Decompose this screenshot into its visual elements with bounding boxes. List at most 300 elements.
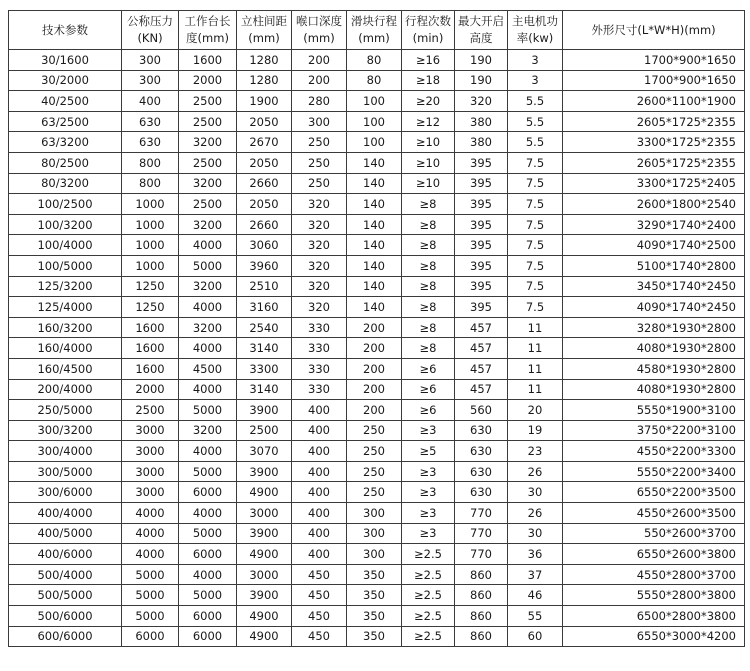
table-cell: 450 — [292, 606, 347, 627]
table-cell: 4000 — [122, 544, 179, 565]
table-cell: 200 — [347, 317, 402, 338]
table-cell: 250 — [347, 420, 402, 441]
table-cell: 63/2500 — [9, 111, 122, 132]
table-cell: 140 — [347, 214, 402, 235]
table-cell: 250 — [347, 482, 402, 503]
table-cell: 457 — [455, 379, 508, 400]
header-stroke-rate-line: 行程次数 — [405, 14, 451, 28]
table-cell: 600/6000 — [9, 626, 122, 647]
table-cell: 3900 — [237, 461, 292, 482]
table-cell: 1250 — [122, 276, 179, 297]
table-cell: 100 — [347, 91, 402, 112]
table-cell: 395 — [455, 152, 508, 173]
table-cell: 3300 — [237, 358, 292, 379]
table-row — [9, 482, 745, 503]
table-cell: 1000 — [122, 214, 179, 235]
table-cell: 200 — [347, 358, 402, 379]
table-cell: 11 — [508, 338, 563, 359]
table-cell: 5000 — [122, 585, 179, 606]
table-cell: 2050 — [237, 111, 292, 132]
table-cell: ≥8 — [402, 194, 455, 215]
table-row — [9, 50, 745, 71]
table-cell: 560 — [455, 400, 508, 421]
table-cell: 140 — [347, 235, 402, 256]
table-cell: 3450*1740*2450 — [563, 276, 745, 297]
table-cell: 2000 — [122, 379, 179, 400]
table-cell: 450 — [292, 564, 347, 585]
table-cell: 630 — [122, 132, 179, 153]
table-cell: 500/4000 — [9, 564, 122, 585]
header-stroke-rate-line: (min) — [412, 31, 444, 45]
table-cell: 190 — [455, 70, 508, 91]
table-cell: ≥8 — [402, 297, 455, 318]
table-cell: ≥8 — [402, 255, 455, 276]
table-cell: 4080*1930*2800 — [563, 379, 745, 400]
table-cell: 5000 — [179, 585, 237, 606]
table-row — [9, 255, 745, 276]
table-cell: 3 — [508, 50, 563, 71]
table-cell: ≥3 — [402, 420, 455, 441]
table-body — [9, 50, 745, 647]
table-row — [9, 70, 745, 91]
table-cell: 1000 — [122, 255, 179, 276]
table-cell: 3200 — [179, 132, 237, 153]
table-row — [9, 111, 745, 132]
table-cell: 250/5000 — [9, 400, 122, 421]
table-cell: ≥3 — [402, 503, 455, 524]
press-specification-table — [8, 10, 745, 647]
header-column-spacing — [237, 11, 292, 50]
table-cell: 100/3200 — [9, 214, 122, 235]
table-row — [9, 606, 745, 627]
table-cell: 11 — [508, 379, 563, 400]
table-cell: 4900 — [237, 626, 292, 647]
table-cell: 5000 — [122, 606, 179, 627]
table-cell: 4550*2800*3700 — [563, 564, 745, 585]
table-cell: 3900 — [237, 523, 292, 544]
table-cell: ≥18 — [402, 70, 455, 91]
table-cell: 23 — [508, 441, 563, 462]
table-cell: ≥2.5 — [402, 585, 455, 606]
table-cell: 100/2500 — [9, 194, 122, 215]
table-cell: 3000 — [122, 482, 179, 503]
table-cell: 20 — [508, 400, 563, 421]
header-slide-stroke-line: 滑块行程 — [351, 14, 397, 28]
table-cell: ≥10 — [402, 152, 455, 173]
table-cell: 250 — [292, 152, 347, 173]
table-cell: 3 — [508, 70, 563, 91]
table-row — [9, 358, 745, 379]
table-cell: 5550*2800*3800 — [563, 585, 745, 606]
table-row — [9, 585, 745, 606]
table-cell: ≥2.5 — [402, 626, 455, 647]
header-overall-dimensions — [563, 11, 745, 50]
table-row — [9, 379, 745, 400]
table-cell: 320 — [292, 194, 347, 215]
table-cell: 1600 — [122, 358, 179, 379]
table-row — [9, 297, 745, 318]
header-column-spacing-line: (mm) — [248, 31, 280, 45]
table-cell: 380 — [455, 132, 508, 153]
table-cell: 300 — [292, 111, 347, 132]
table-cell: 4090*1740*2450 — [563, 297, 745, 318]
table-cell: 2500 — [179, 91, 237, 112]
table-cell: ≥8 — [402, 214, 455, 235]
table-cell: 140 — [347, 194, 402, 215]
table-cell: 3140 — [237, 338, 292, 359]
table-cell: 5550*1900*3100 — [563, 400, 745, 421]
header-nominal-pressure-line: (KN) — [137, 31, 163, 45]
table-row — [9, 503, 745, 524]
table-cell: 300/5000 — [9, 461, 122, 482]
table-cell: 250 — [292, 173, 347, 194]
table-cell: 7.5 — [508, 194, 563, 215]
header-motor-power-line: 率(kw) — [516, 31, 554, 45]
table-cell: 3960 — [237, 255, 292, 276]
table-row — [9, 194, 745, 215]
table-cell: 11 — [508, 317, 563, 338]
header-throat-depth — [292, 11, 347, 50]
table-cell: 160/4000 — [9, 338, 122, 359]
table-cell: 4000 — [122, 503, 179, 524]
table-cell: 4000 — [179, 297, 237, 318]
table-row — [9, 461, 745, 482]
header-throat-depth-line: (mm) — [303, 31, 335, 45]
table-row — [9, 152, 745, 173]
table-cell: ≥8 — [402, 276, 455, 297]
table-cell: 3200 — [179, 276, 237, 297]
table-cell: 7.5 — [508, 235, 563, 256]
table-cell: ≥12 — [402, 111, 455, 132]
table-cell: 320 — [292, 235, 347, 256]
table-cell: 2500 — [179, 152, 237, 173]
table-cell: 457 — [455, 358, 508, 379]
table-cell: 400 — [292, 441, 347, 462]
table-cell: 3900 — [237, 400, 292, 421]
table-cell: 4580*1930*2800 — [563, 358, 745, 379]
table-cell: 80/2500 — [9, 152, 122, 173]
table-cell: 320 — [292, 297, 347, 318]
table-cell: 800 — [122, 173, 179, 194]
table-cell: 7.5 — [508, 255, 563, 276]
table-cell: 3200 — [179, 214, 237, 235]
table-cell: 55 — [508, 606, 563, 627]
table-cell: 1250 — [122, 297, 179, 318]
table-cell: 395 — [455, 297, 508, 318]
table-cell: 770 — [455, 544, 508, 565]
table-cell: 250 — [292, 132, 347, 153]
table-cell: 330 — [292, 338, 347, 359]
table-cell: ≥3 — [402, 482, 455, 503]
header-throat-depth-line: 喉口深度 — [296, 14, 342, 28]
header-overall-dimensions-line: 外形尺寸(L*W*H)(mm) — [591, 23, 716, 37]
table-cell: 400 — [122, 91, 179, 112]
table-cell: ≥8 — [402, 235, 455, 256]
table-row — [9, 400, 745, 421]
table-cell: 1700*900*1650 — [563, 70, 745, 91]
table-cell: 37 — [508, 564, 563, 585]
table-cell: 300 — [122, 70, 179, 91]
table-cell: 2000 — [179, 70, 237, 91]
table-cell: 4000 — [179, 564, 237, 585]
table-cell: 2660 — [237, 173, 292, 194]
table-cell: 3900 — [237, 585, 292, 606]
table-row — [9, 420, 745, 441]
table-cell: 860 — [455, 626, 508, 647]
table-cell: 60 — [508, 626, 563, 647]
table-cell: 630 — [122, 111, 179, 132]
table-cell: 250 — [347, 441, 402, 462]
table-cell: 330 — [292, 317, 347, 338]
table-cell: 400 — [292, 482, 347, 503]
table-cell: 2670 — [237, 132, 292, 153]
table-cell: ≥3 — [402, 523, 455, 544]
table-cell: 770 — [455, 503, 508, 524]
table-cell: 320 — [292, 276, 347, 297]
header-max-opening-height-line: 最大开启 — [458, 14, 504, 28]
header-table-length — [179, 11, 237, 50]
table-cell: 395 — [455, 235, 508, 256]
table-cell: 80 — [347, 50, 402, 71]
table-row — [9, 317, 745, 338]
table-cell: 395 — [455, 214, 508, 235]
table-cell: 26 — [508, 461, 563, 482]
table-cell: 6000 — [122, 626, 179, 647]
table-cell: 1000 — [122, 235, 179, 256]
table-cell: 4000 — [122, 523, 179, 544]
table-cell: ≥6 — [402, 358, 455, 379]
table-cell: 630 — [455, 420, 508, 441]
table-cell: 320 — [455, 91, 508, 112]
table-cell: 300/4000 — [9, 441, 122, 462]
table-cell: 200 — [292, 50, 347, 71]
table-row — [9, 235, 745, 256]
table-row — [9, 544, 745, 565]
table-cell: 5550*2200*3400 — [563, 461, 745, 482]
table-cell: 457 — [455, 317, 508, 338]
table-cell: 450 — [292, 585, 347, 606]
table-cell: 5000 — [179, 255, 237, 276]
table-cell: 300/6000 — [9, 482, 122, 503]
table-cell: 300 — [347, 523, 402, 544]
table-cell: 140 — [347, 297, 402, 318]
table-cell: 6000 — [179, 544, 237, 565]
header-motor-power-line: 主电机功 — [512, 14, 558, 28]
table-cell: 1600 — [179, 50, 237, 71]
table-cell: 11 — [508, 358, 563, 379]
table-row — [9, 441, 745, 462]
table-cell: 46 — [508, 585, 563, 606]
table-cell: 5.5 — [508, 91, 563, 112]
table-cell: 4550*2200*3300 — [563, 441, 745, 462]
table-cell: 2605*1725*2355 — [563, 152, 745, 173]
table-cell: 350 — [347, 606, 402, 627]
table-cell: 2500 — [237, 420, 292, 441]
table-row — [9, 132, 745, 153]
table-cell: ≥10 — [402, 173, 455, 194]
table-cell: 395 — [455, 194, 508, 215]
table-row — [9, 214, 745, 235]
table-cell: 36 — [508, 544, 563, 565]
table-cell: 19 — [508, 420, 563, 441]
table-cell: 500/6000 — [9, 606, 122, 627]
table-cell: 190 — [455, 50, 508, 71]
table-cell: 6000 — [179, 626, 237, 647]
table-cell: 3000 — [237, 564, 292, 585]
table-cell: 100 — [347, 111, 402, 132]
table-cell: ≥8 — [402, 338, 455, 359]
table-cell: 400 — [292, 420, 347, 441]
table-cell: 3060 — [237, 235, 292, 256]
table-cell: 1600 — [122, 317, 179, 338]
table-cell: 4000 — [179, 235, 237, 256]
table-cell: ≥16 — [402, 50, 455, 71]
header-slide-stroke — [347, 11, 402, 50]
header-motor-power — [508, 11, 563, 50]
table-cell: 125/4000 — [9, 297, 122, 318]
table-cell: ≥6 — [402, 400, 455, 421]
table-cell: 400 — [292, 461, 347, 482]
header-stroke-rate — [402, 11, 455, 50]
table-cell: 320 — [292, 255, 347, 276]
table-cell: 7.5 — [508, 152, 563, 173]
table-cell: 1000 — [122, 194, 179, 215]
table-cell: 7.5 — [508, 297, 563, 318]
table-cell: 800 — [122, 152, 179, 173]
table-cell: 3000 — [122, 441, 179, 462]
header-nominal-pressure — [122, 11, 179, 50]
table-cell: 4000 — [179, 338, 237, 359]
table-cell: 1900 — [237, 91, 292, 112]
table-cell: 4000 — [179, 503, 237, 524]
table-cell: 100/4000 — [9, 235, 122, 256]
table-cell: 3200 — [179, 317, 237, 338]
table-cell: 140 — [347, 276, 402, 297]
table-cell: 200 — [292, 70, 347, 91]
table-cell: 1700*900*1650 — [563, 50, 745, 71]
table-cell: 63/3200 — [9, 132, 122, 153]
table-cell: 2500 — [122, 400, 179, 421]
table-cell: 300/3200 — [9, 420, 122, 441]
table-cell: 630 — [455, 461, 508, 482]
table-cell: 7.5 — [508, 276, 563, 297]
table-cell: ≥8 — [402, 317, 455, 338]
table-cell: 5100*1740*2800 — [563, 255, 745, 276]
table-cell: 320 — [292, 214, 347, 235]
header-model-line: 技术参数 — [42, 23, 88, 37]
header-model — [9, 11, 122, 50]
header-max-opening-height — [455, 11, 508, 50]
table-cell: 3300*1725*2355 — [563, 132, 745, 153]
table-cell: 400 — [292, 523, 347, 544]
table-cell: 3000 — [122, 420, 179, 441]
table-cell: 6000 — [179, 606, 237, 627]
table-cell: 5000 — [179, 461, 237, 482]
table-cell: 7.5 — [508, 173, 563, 194]
table-cell: 30/1600 — [9, 50, 122, 71]
table-cell: 300 — [347, 503, 402, 524]
table-cell: 400 — [292, 400, 347, 421]
table-row — [9, 523, 745, 544]
header-table-length-line: 度(mm) — [186, 31, 229, 45]
table-cell: 400/6000 — [9, 544, 122, 565]
table-cell: 26 — [508, 503, 563, 524]
spec-table-container — [8, 10, 745, 647]
table-cell: 400/5000 — [9, 523, 122, 544]
table-cell: 100 — [347, 132, 402, 153]
table-header-row — [9, 11, 745, 50]
table-row — [9, 338, 745, 359]
table-cell: 5.5 — [508, 132, 563, 153]
table-cell: 5000 — [179, 400, 237, 421]
table-cell: ≥5 — [402, 441, 455, 462]
header-nominal-pressure-line: 公称压力 — [127, 14, 173, 28]
table-cell: 3000 — [237, 503, 292, 524]
table-cell: 4900 — [237, 482, 292, 503]
table-cell: 3750*2200*3100 — [563, 420, 745, 441]
table-cell: 6550*3000*4200 — [563, 626, 745, 647]
table-cell: 1280 — [237, 70, 292, 91]
table-cell: 140 — [347, 255, 402, 276]
table-row — [9, 626, 745, 647]
header-column-spacing-line: 立柱间距 — [241, 14, 287, 28]
table-cell: 5.5 — [508, 111, 563, 132]
table-cell: 2600*1800*2540 — [563, 194, 745, 215]
table-cell: 30 — [508, 482, 563, 503]
table-cell: 280 — [292, 91, 347, 112]
table-cell: 6500*2800*3800 — [563, 606, 745, 627]
table-cell: 140 — [347, 152, 402, 173]
table-cell: ≥6 — [402, 379, 455, 400]
header-table-length-line: 工作台长 — [184, 14, 231, 28]
table-cell: 3000 — [122, 461, 179, 482]
table-cell: 350 — [347, 585, 402, 606]
table-cell: 400/4000 — [9, 503, 122, 524]
table-cell: 2510 — [237, 276, 292, 297]
table-row — [9, 276, 745, 297]
table-cell: 6550*2600*3800 — [563, 544, 745, 565]
table-cell: 6000 — [179, 482, 237, 503]
table-cell: 300 — [122, 50, 179, 71]
table-cell: 200 — [347, 400, 402, 421]
table-cell: 4090*1740*2500 — [563, 235, 745, 256]
table-cell: 3290*1740*2400 — [563, 214, 745, 235]
table-cell: 2605*1725*2355 — [563, 111, 745, 132]
table-cell: 350 — [347, 564, 402, 585]
table-cell: 250 — [347, 461, 402, 482]
table-cell: 770 — [455, 523, 508, 544]
table-cell: 4080*1930*2800 — [563, 338, 745, 359]
table-cell: 30/2000 — [9, 70, 122, 91]
table-cell: 200 — [347, 379, 402, 400]
table-cell: 200/4000 — [9, 379, 122, 400]
table-cell: 6550*2200*3500 — [563, 482, 745, 503]
table-cell: 630 — [455, 441, 508, 462]
table-cell: 2050 — [237, 194, 292, 215]
table-cell: 4900 — [237, 606, 292, 627]
table-cell: ≥3 — [402, 461, 455, 482]
table-cell: 860 — [455, 564, 508, 585]
table-cell: 380 — [455, 111, 508, 132]
table-cell: 860 — [455, 606, 508, 627]
table-cell: 457 — [455, 338, 508, 359]
table-cell: 2500 — [179, 194, 237, 215]
table-cell: 80 — [347, 70, 402, 91]
table-cell: 395 — [455, 173, 508, 194]
table-cell: 2500 — [179, 111, 237, 132]
table-cell: ≥2.5 — [402, 606, 455, 627]
table-cell: 5000 — [122, 564, 179, 585]
